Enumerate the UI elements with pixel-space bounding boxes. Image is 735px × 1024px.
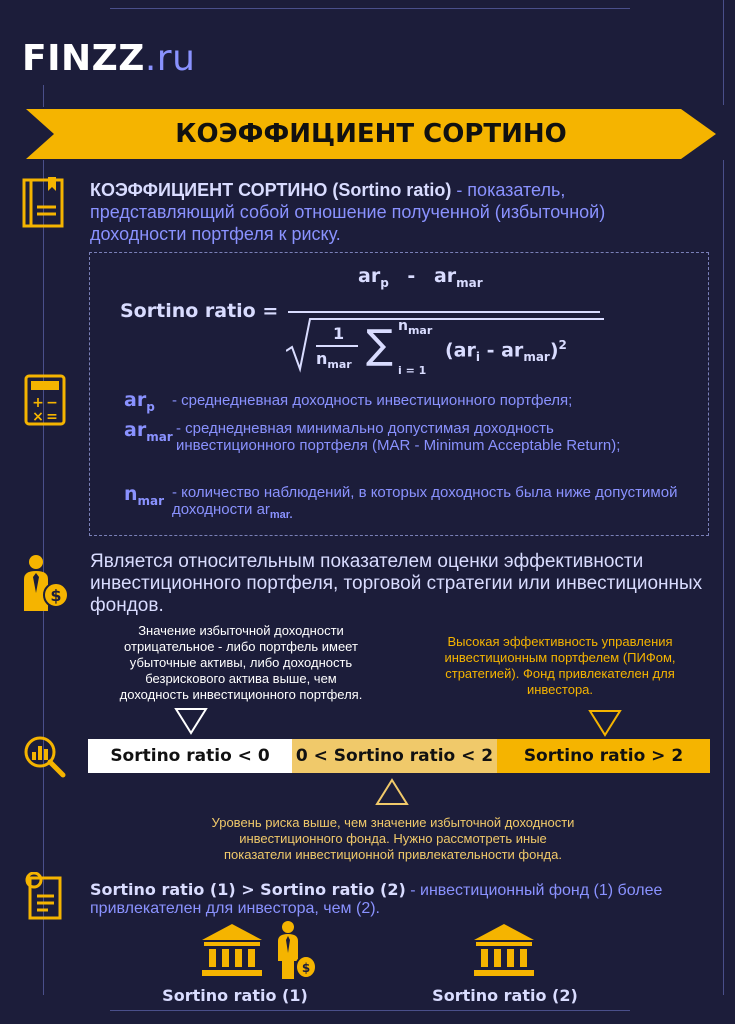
right-frame-line (723, 160, 724, 995)
var-arp-description: - среднедневная доходность инвестиционного портфеля; (172, 392, 573, 409)
businessman-dollar-icon (20, 553, 70, 613)
left-frame-line (43, 85, 44, 107)
sum-upper-limit: $n_{mar}$ (398, 318, 433, 337)
var-nmar-description: - количество наблюдений, в которых доходность была ниже допустимой доходности $ar_{mar.}$ (172, 484, 678, 521)
denominator-n: $n_{mar}$ (316, 349, 352, 372)
svg-text:−: − (46, 395, 58, 411)
relative-indicator-text: Является относительным показателем оценки эффективности инвестиционного портфеля, торговой стратегии или инвестиционных фондов. (90, 551, 703, 616)
book-icon (22, 177, 66, 229)
scale-high: Sortino ratio > 2 (497, 739, 710, 773)
comparison-text: Sortino ratio (1) > Sortino ratio (2) - инвестиционный фонд (1) более привлекателен для инвестора, чем (2). (90, 880, 663, 917)
var-arp-symbol: $ar_p$ (124, 389, 155, 414)
scale-negative: Sortino ratio < 0 (88, 739, 292, 773)
bank-icon (200, 922, 264, 978)
bank-icon (472, 922, 536, 978)
definition-text: КОЭФФИЦИЕНТ СОРТИНО (Sortino ratio) - показатель, представляющий собой отношение полученной (избыточной) доходности портфеля к риску. (90, 180, 606, 244)
svg-text:$: $ (50, 586, 62, 605)
page-title: КОЭФФИЦИЕНТ СОРТИНО (175, 119, 567, 149)
fund1-caption: Sortino ratio (1) (162, 986, 308, 1005)
sum-expression: $(ar_i - ar_{mar})^2$ (445, 338, 567, 365)
right-frame-line (723, 0, 724, 105)
formula-label: Sortino ratio = (120, 300, 279, 322)
triangle-up-middle (375, 778, 409, 806)
formula-numerator: $ar_p - ar_{mar}$ (358, 265, 483, 290)
var-armar-symbol: $ar_{mar}$ (124, 419, 173, 444)
note-negative: Значение избыточной доходности отрицательное - либо портфель имеет убыточные активы, либо доходность безрискового актива выше, чем доходность инвестиционного портфеля. (119, 623, 363, 702)
inner-fraction-line (316, 345, 358, 347)
fund2-caption: Sortino ratio (2) (432, 986, 578, 1005)
svg-text:=: = (46, 409, 58, 425)
var-nmar-symbol: $n_{mar}$ (124, 483, 165, 508)
brand-logo: FINZZ.ru (22, 38, 196, 79)
investor-money-bag-icon (274, 919, 318, 981)
note-high: Высокая эффективность управления инвестиционным портфелем (ПИФом, стратегией). Фонд привлекателен для инвестора. (444, 634, 676, 697)
sum-symbol: ∑ (366, 322, 393, 368)
calculator-icon (24, 374, 66, 426)
fraction-line (288, 311, 600, 313)
svg-text:×: × (32, 409, 44, 425)
denominator-one: 1 (333, 324, 345, 343)
sum-lower-limit: i = 1 (398, 364, 427, 377)
triangle-down-right (588, 709, 622, 737)
magnifier-chart-icon (22, 734, 66, 778)
document-pen-icon (22, 872, 66, 922)
top-divider (110, 8, 630, 9)
bottom-divider (110, 1010, 630, 1011)
note-medium: Уровень риска выше, чем значение избыточной доходности инвестиционного фонда. Нужно рассмотреть иные показатели инвестиционной привлекательности фонда. (211, 815, 575, 862)
svg-text:$: $ (301, 961, 311, 975)
triangle-down-left (174, 707, 208, 735)
var-armar-description: - среднедневная минимально допустимая доходность инвестиционного портфеля (MAR - Minimum Acceptable Return); (176, 420, 621, 454)
svg-text:+: + (32, 395, 44, 411)
scale-medium: 0 < Sortino ratio < 2 (292, 739, 497, 773)
